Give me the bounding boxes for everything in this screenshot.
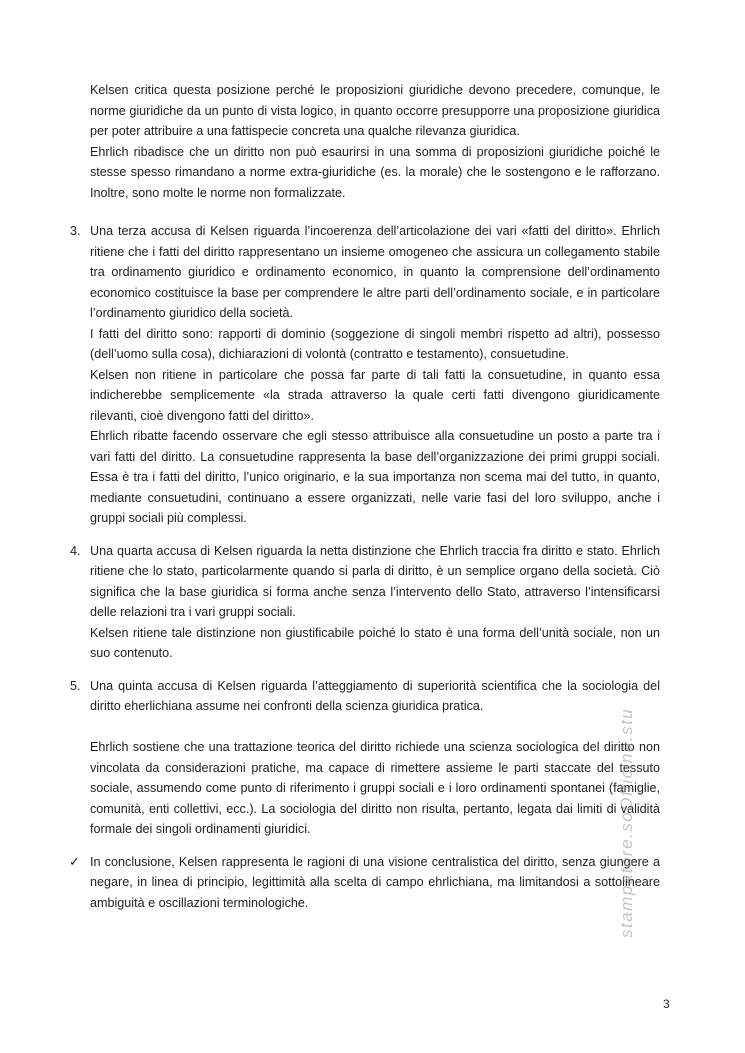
checkmark-icon: ✓ — [69, 853, 80, 869]
page-number: 3 — [663, 997, 670, 1011]
paragraph: Kelsen non ritiene in particolare che possa far parte di tali fatti la consuetudine, in quanto essa indicherebbe semplicemente «la strada attraverso la quale certi fatti divengono giuridicamente rilevanti, cioè divengono fatti del diritto». — [90, 367, 660, 423]
paragraph: Una terza accusa di Kelsen riguarda l’incoerenza dell’articolazione dei vari «fatti del diritto». Ehrlich ritiene che i fatti del diritto rappresentano un insieme omogeneo che assicura un collegamento stabile tra ordinamento giuridico e ordinamento economico, in quanto la comprensione dell’ordinamento economico costituisce la base per comprendere le altre parti dell’ordinamento sociale, e in particolare l’ordinamento giuridico della società. — [90, 224, 660, 320]
paragraph: Una quarta accusa di Kelsen riguarda la netta distinzione che Ehrlich traccia fra diritto e stato. Ehrlich ritiene che lo stato, particolarmente quando si parla di diritto, è un semplice organo della società. Ciò significa che la base giuridica si forma anche senza l’intervento dello Stato, attraverso l’intensificarsi delle relazioni tra i vari gruppi sociali. — [90, 543, 660, 619]
paragraph: Ehrlich ribadisce che un diritto non può esaurirsi in una somma di proposizioni giuridiche poiché le stesse spesso rimandano a norme extra-giuridiche (es. la morale) che le sostengono e le rafforzano. Inoltre, sono molte le norme non formalizzate. — [90, 144, 660, 200]
numbered-item-4 — [70, 541, 660, 664]
page-content — [69, 80, 660, 925]
intro-block — [90, 80, 660, 203]
numbered-item-5 — [70, 676, 660, 840]
conclusion-item — [69, 852, 660, 914]
paragraph: Kelsen critica questa posizione perché le proposizioni giuridiche devono precedere, comunque, le norme giuridiche da un punto di vista logico, in quanto occorre presupporre una proposizione giuridica per poter attribuire a una fattispecie concreta una qualche rilevanza giuridica. — [90, 83, 660, 138]
paragraph: I fatti del diritto sono: rapporti di dominio (soggezione di singoli membri rispetto ad altri), possesso (dell’uomo sulla cosa), dichiarazioni di volontà (contratto e testamento), consuetudine. — [90, 326, 660, 361]
list-number: 3. — [70, 224, 81, 238]
paragraph: In conclusione, Kelsen rappresenta le ragioni di una visione centralistica del diritto, senza giungere a negare, in linea di principio, legittimità alla scelta di campo ehrlichiana, ma limitandosi a sottolineare ambiguità e oscillazioni terminologiche. — [90, 854, 660, 910]
paragraph: Ehrlich sostiene che una trattazione teorica del diritto richiede una scienza sociologica del diritto non vincolata da considerazioni pratiche, ma capace di rimettere assieme le parti staccate del tessuto sociale, assumendo come punto di riferimento i gruppi sociali e i loro ordinamenti spontanei (famiglie, comunità, enti collettivi, ecc.). La sociologia del diritto non risulta, pertanto, legata dai limiti di validità formale dei singoli ordinamenti giuridici. — [90, 740, 660, 836]
list-number: 5. — [70, 678, 81, 693]
numbered-item-3 — [70, 221, 660, 529]
list-number: 4. — [70, 543, 81, 558]
paragraph: Kelsen ritiene tale distinzione non giustificabile poiché lo stato è una forma dell’unità sociale, non un suo contenuto. — [90, 625, 660, 660]
paragraph: Ehrlich ribatte facendo osservare che egli stesso attribuisce alla consuetudine un posto a parte tra i vari fatti del diritto. La consuetudine rappresenta la base dell’organizzazione dei primi gruppi sociali. Essa è tra i fatti del diritto, l’unico originario, e la sua importanza non scema mai del tutto, in quanto, mediante consuetudini, continuano a essere organizzati, nelle varie fasi del loro sviluppo, anche i gruppi sociali più complessi. — [90, 429, 660, 525]
watermark-text: stampatore.soOfficina.stu — [617, 707, 636, 938]
paragraph: Una quinta accusa di Kelsen riguarda l’atteggiamento di superiorità scientifica che la sociologia del diritto eherlichiana assume nei confronti della scienza giuridica pratica. — [90, 678, 660, 713]
